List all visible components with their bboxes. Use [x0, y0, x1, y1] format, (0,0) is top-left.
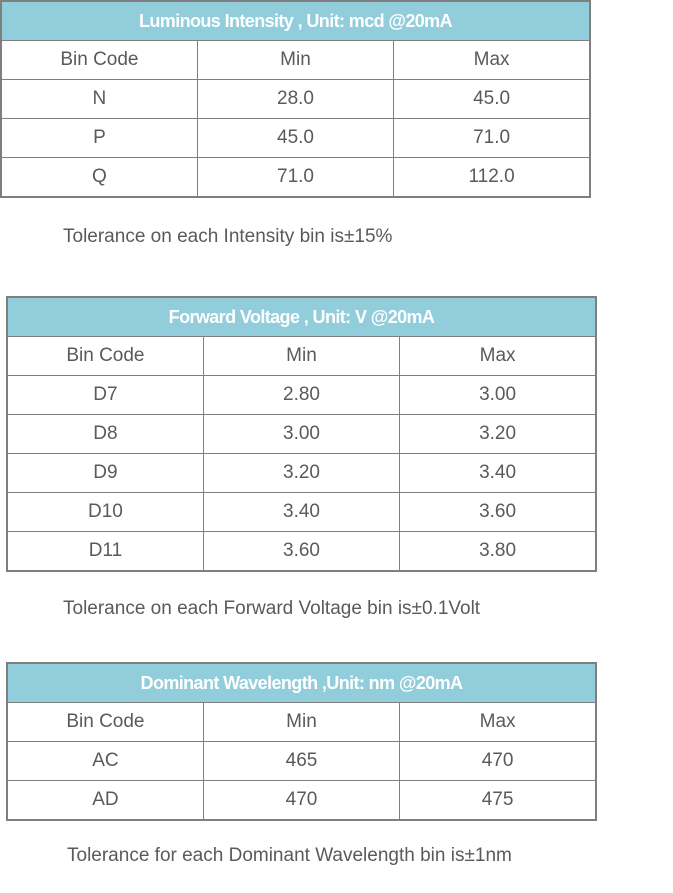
- max-cell: 3.40: [400, 454, 596, 493]
- table-row: [7, 376, 596, 415]
- table-row: [7, 781, 596, 821]
- column-header-bin-code: Bin Code: [1, 41, 197, 80]
- max-cell: 3.00: [400, 376, 596, 415]
- bin-code-cell: P: [1, 119, 197, 158]
- min-cell: 3.40: [203, 493, 399, 532]
- table-title: Dominant Wavelength ,Unit: nm @20mA: [7, 663, 596, 703]
- bin-code-cell: D7: [7, 376, 203, 415]
- table-row: [1, 119, 590, 158]
- min-cell: 3.20: [203, 454, 399, 493]
- max-cell: 3.80: [400, 532, 596, 572]
- table-header-row: [7, 703, 596, 742]
- table-header-row: [1, 41, 590, 80]
- min-cell: 470: [203, 781, 399, 821]
- column-header-bin-code: Bin Code: [7, 703, 203, 742]
- table-row: [7, 742, 596, 781]
- min-cell: 28.0: [197, 80, 393, 119]
- min-cell: 3.60: [203, 532, 399, 572]
- column-header-min: Min: [203, 703, 399, 742]
- table-title: Forward Voltage , Unit: V @20mA: [7, 297, 596, 337]
- bin-code-cell: D10: [7, 493, 203, 532]
- dominant-wavelength-table: [6, 662, 597, 821]
- max-cell: 45.0: [394, 80, 590, 119]
- bin-code-cell: D8: [7, 415, 203, 454]
- table-row: [1, 158, 590, 198]
- table-title: Luminous Intensity , Unit: mcd @20mA: [1, 1, 590, 41]
- max-cell: 3.60: [400, 493, 596, 532]
- table-row: [1, 80, 590, 119]
- max-cell: 475: [400, 781, 596, 821]
- min-cell: 2.80: [203, 376, 399, 415]
- forward-voltage-table: [6, 296, 597, 572]
- column-header-bin-code: Bin Code: [7, 337, 203, 376]
- bin-code-cell: Q: [1, 158, 197, 198]
- luminous-intensity-table: [0, 0, 591, 198]
- min-cell: 3.00: [203, 415, 399, 454]
- table-row: [7, 493, 596, 532]
- tolerance-note: Tolerance on each Forward Voltage bin is±0.1Volt: [63, 598, 481, 619]
- column-header-min: Min: [197, 41, 393, 80]
- column-header-max: Max: [400, 703, 596, 742]
- bin-code-cell: AC: [7, 742, 203, 781]
- column-header-min: Min: [203, 337, 399, 376]
- min-cell: 71.0: [197, 158, 393, 198]
- table-row: [7, 415, 596, 454]
- column-header-max: Max: [400, 337, 596, 376]
- max-cell: 470: [400, 742, 596, 781]
- table-header-row: [7, 337, 596, 376]
- column-header-max: Max: [394, 41, 590, 80]
- bin-code-cell: D11: [7, 532, 203, 572]
- min-cell: 465: [203, 742, 399, 781]
- max-cell: 3.20: [400, 415, 596, 454]
- max-cell: 112.0: [394, 158, 590, 198]
- max-cell: 71.0: [394, 119, 590, 158]
- bin-code-cell: D9: [7, 454, 203, 493]
- table-row: [7, 532, 596, 572]
- bin-code-cell: N: [1, 80, 197, 119]
- table-row: [7, 454, 596, 493]
- tolerance-note: Tolerance on each Intensity bin is±15%: [63, 226, 393, 247]
- bin-code-cell: AD: [7, 781, 203, 821]
- tolerance-note: Tolerance for each Dominant Wavelength bin is±1nm: [67, 845, 512, 866]
- min-cell: 45.0: [197, 119, 393, 158]
